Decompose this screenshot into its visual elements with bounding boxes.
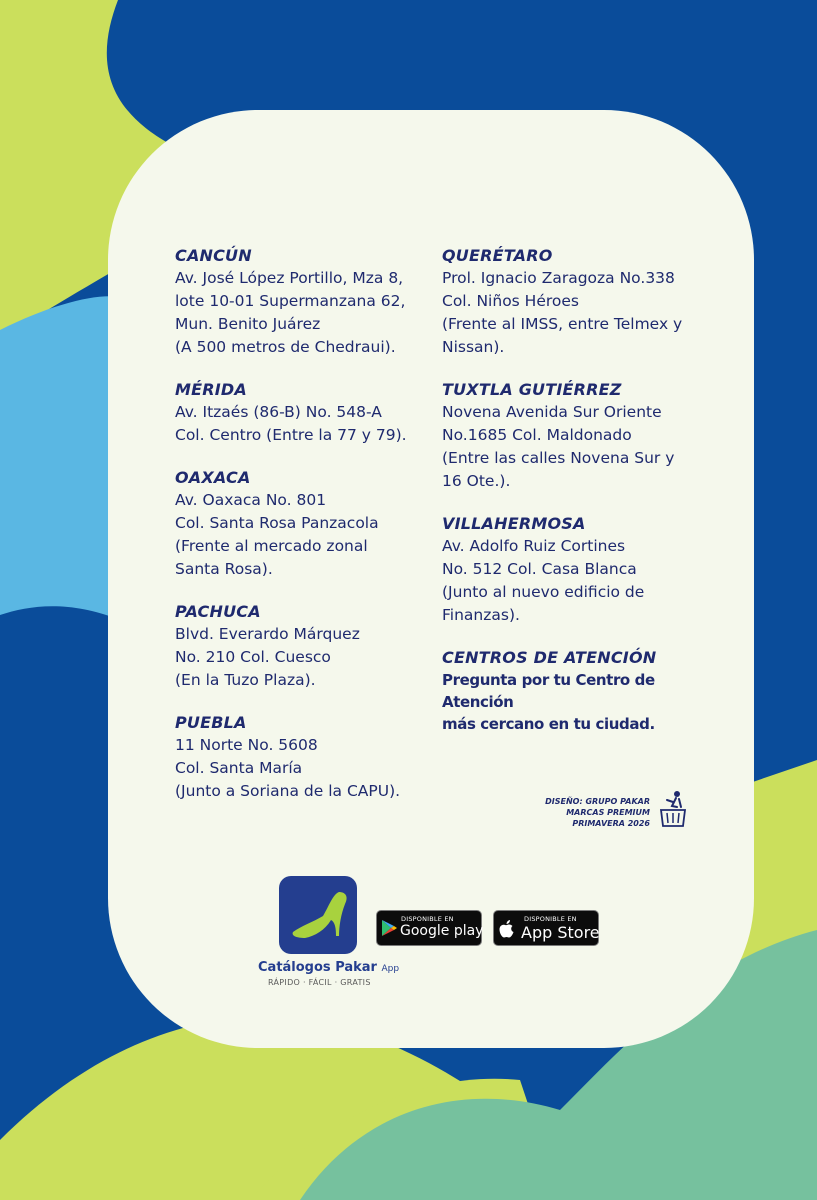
high-heel-icon: [279, 876, 357, 954]
address-text: Prol. Ignacio Zaragoza No.338 Col. Niños Héroes (Frente al IMSS, entre Telmex y Nissan).: [442, 269, 683, 356]
pakar-app-icon[interactable]: [279, 876, 357, 954]
location-entry: [175, 245, 440, 359]
badge-caption: DISPONIBLE EN: [401, 915, 454, 923]
city-title: QUERÉTARO: [442, 246, 553, 265]
city-title: PACHUCA: [175, 602, 261, 621]
badge-store-name: App Store: [521, 923, 600, 942]
city-title: VILLAHERMOSA: [442, 514, 586, 533]
recycle-trash-icon: [657, 790, 689, 828]
credits-line: DISEÑO: GRUPO PAKAR: [545, 797, 650, 806]
location-entry: [175, 601, 440, 692]
google-play-icon: [381, 919, 398, 937]
credits-line: PRIMAVERA 2026: [572, 819, 650, 828]
city-title: OAXACA: [175, 468, 251, 487]
centros-text: Pregunta por tu Centro de Atención más cercano en tu ciudad.: [442, 671, 655, 733]
address-text: Novena Avenida Sur Oriente No.1685 Col. Maldonado (Entre las calles Novena Sur y 16 Ote.).: [442, 403, 675, 490]
location-entry: [442, 379, 722, 493]
app-suffix: App: [381, 964, 400, 974]
app-store-badge[interactable]: [493, 910, 599, 946]
city-title: CANCÚN: [175, 246, 252, 265]
address-text: 11 Norte No. 5608 Col. Santa María (Junto a Soriana de la CAPU).: [175, 736, 401, 800]
app-tagline: RÁPIDO · FÁCIL · GRATIS: [268, 978, 371, 987]
location-entry: [175, 379, 440, 447]
location-entry: [175, 467, 440, 581]
address-text: Av. Oaxaca No. 801 Col. Santa Rosa Panzacola (Frente al mercado zonal Santa Rosa).: [175, 491, 379, 578]
address-text: Av. Itzaés (86-B) No. 548-A Col. Centro (Entre la 77 y 79).: [175, 403, 407, 444]
city-title: PUEBLA: [175, 713, 247, 732]
city-title: TUXTLA GUTIÉRREZ: [442, 380, 622, 399]
city-title: MÉRIDA: [175, 380, 247, 399]
location-entry: [442, 245, 722, 359]
google-play-badge[interactable]: [376, 910, 482, 946]
locations-column-left: [175, 245, 440, 823]
design-credits: [520, 796, 650, 829]
centros-title: CENTROS DE ATENCIÓN: [442, 648, 657, 667]
credits-line: MARCAS PREMIUM: [566, 808, 650, 817]
address-text: Av. José López Portillo, Mza 8, lote 10-01 Supermanzana 62, Mun. Benito Juárez (A 500 metros de Chedraui).: [175, 269, 406, 356]
app-name-text: Catálogos Pakar: [258, 960, 377, 975]
badge-store-name: Google play: [400, 923, 484, 939]
badge-caption: DISPONIBLE EN: [524, 915, 577, 923]
address-text: Blvd. Everardo Márquez No. 210 Col. Cuesco (En la Tuzo Plaza).: [175, 625, 360, 689]
address-text: Av. Adolfo Ruiz Cortines No. 512 Col. Casa Blanca (Junto al nuevo edificio de Finanzas).: [442, 537, 645, 624]
location-entry: [175, 712, 440, 803]
centros-entry: [442, 647, 722, 735]
apple-icon: [498, 919, 516, 939]
location-entry: [442, 513, 722, 627]
app-name: [258, 960, 408, 975]
locations-column-right: [442, 245, 722, 755]
